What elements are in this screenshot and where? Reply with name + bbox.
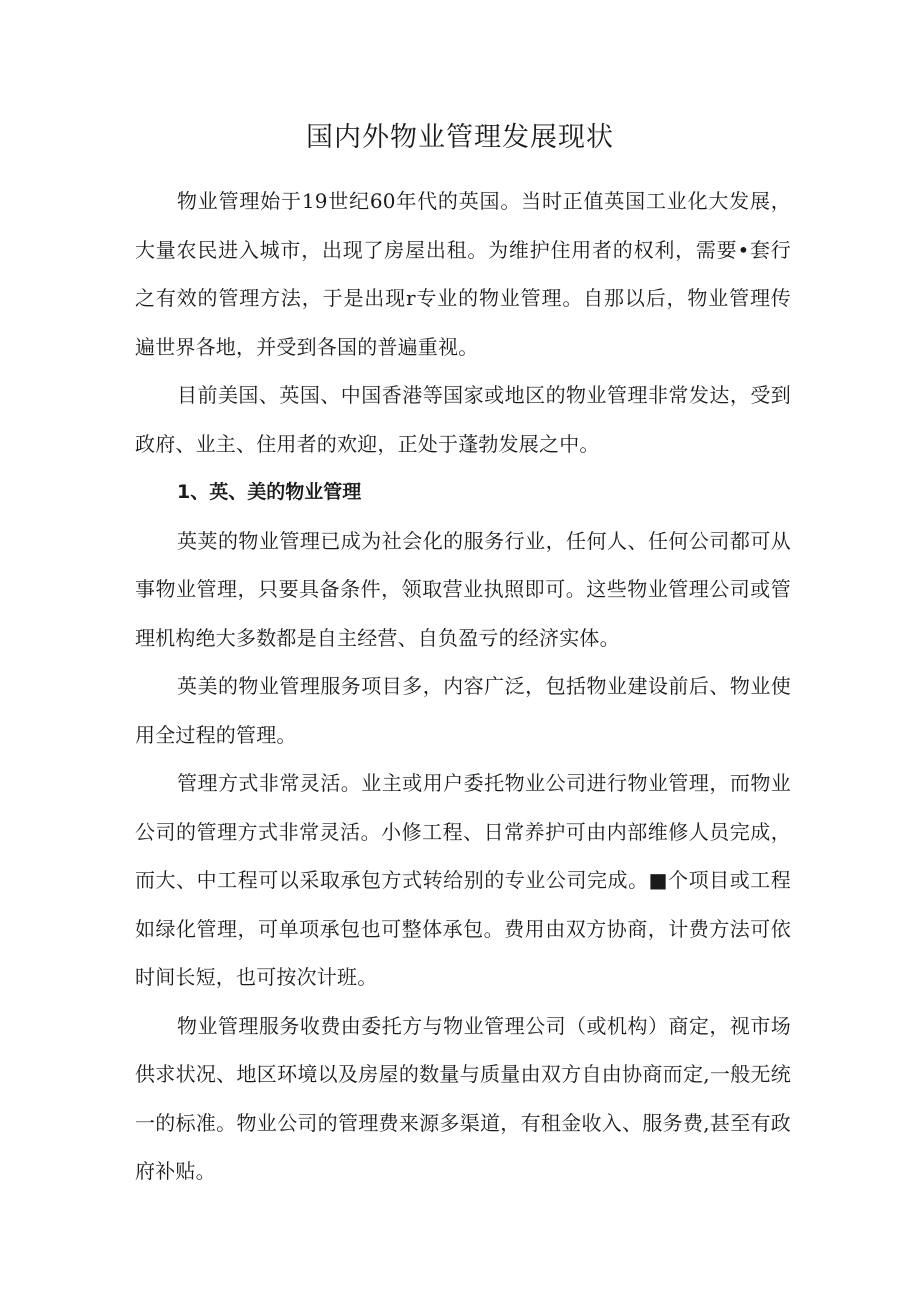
section-heading: 1、英、美的物业管理	[177, 481, 362, 503]
intro-paragraph-1: 物业管理始于19世纪60年代的英国。当时正值英国工业化大发展，大量农民进入城市，出现了房屋出租。为维护住用者的权利，需要•套行之有效的管理方法，于是出现r专业的物业管理。自那以后，物业管理传遍世界各地，并受到各国的普遍重视。	[135, 189, 791, 359]
section-paragraph-1: 英荚的物业管理已成为社会化的服务行业，任何人、任何公司都可从事物业管理，只要具备条件，领取营业执照即可。这些物业管理公司或管理机构绝大多数都是自主经营、自负盈亏的经济实体。	[135, 528, 791, 650]
intro-paragraph-2: 目前美国、英国、中国香港等国家或地区的物业管理非常发达，受到政府、业主、住用者的欢迎，正处于蓬勃发展之中。	[135, 383, 791, 456]
section-paragraph-4: 物业管理服务收费由委托方与物业管理公司（或机构）商定，视市场供求状况、地区环境以及房屋的数量与质量由双方自由协商而定,一般无统一的标准。物业公司的管理费来源多渠道，有租金收入、服务费,甚至有政府补贴。	[135, 1013, 791, 1183]
section-paragraph-3: 管理方式非常灵活。业主或用户委托物业公司进行物业管理，而物业公司的管理方式非常灵活。小修工程、日常养护可由内部维修人员完成，而大、中工程可以采取承包方式转给别的专业公司完成。■个项目或工程如绿化管理，可单项承包也可整体承包。费用由双方协商，计费方法可依时间长短，也可按次计班。	[135, 771, 791, 989]
document-title: 国内外物业管理发展现状	[306, 122, 614, 153]
section-paragraph-2: 英美的物业管理服务项目多，内容广泛，包括物业建设前后、物业使用全过程的管理。	[135, 674, 791, 747]
document-body	[135, 177, 791, 1196]
